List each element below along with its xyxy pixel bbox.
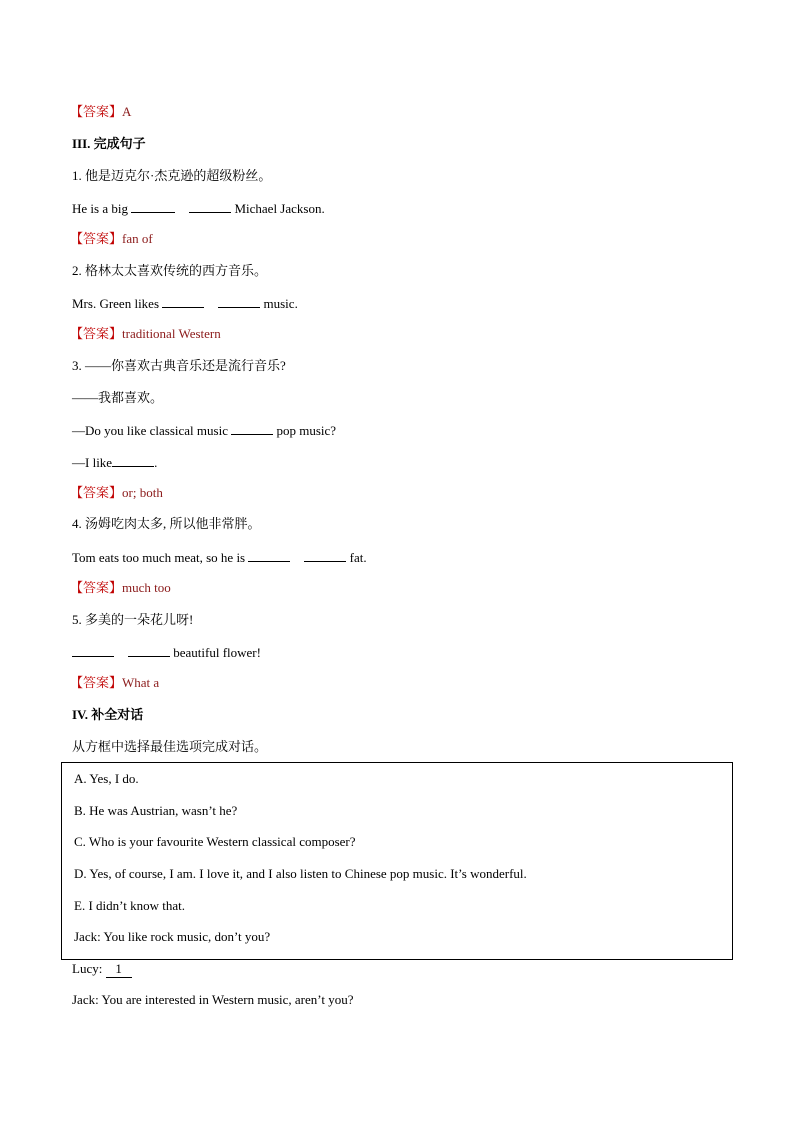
section-4-instruction: 从方框中选择最佳选项完成对话。 xyxy=(72,739,268,754)
answer-value: fan of xyxy=(122,231,153,246)
q2-chinese: 2. 格林太太喜欢传统的西方音乐。 xyxy=(72,263,268,278)
q2-text-after: music. xyxy=(260,296,298,311)
q4-blank-2[interactable] xyxy=(304,549,346,562)
answer-value: or; both xyxy=(122,485,163,500)
q3-blank-2[interactable] xyxy=(112,454,154,467)
q3-text-after-2: . xyxy=(154,455,158,470)
dialogue-jack-1: Jack: You like rock music, don’t you? xyxy=(74,929,271,944)
q4-text-after: fat. xyxy=(346,550,367,565)
q5-text-after: beautiful flower! xyxy=(170,645,261,660)
q3-text-before-2: —I like xyxy=(72,455,113,470)
q3-text-after: pop music? xyxy=(273,423,337,438)
q2-blank-1[interactable] xyxy=(162,295,204,308)
answer-label: 【答案】 xyxy=(70,326,123,341)
q2-english xyxy=(72,295,298,312)
option-c: C. Who is your favourite Western classical composer? xyxy=(74,834,356,849)
lucy-label: Lucy: xyxy=(72,961,106,976)
q3-chinese-2: ——我都喜欢。 xyxy=(72,390,164,405)
lucy-blank-1[interactable]: 1 xyxy=(106,961,132,978)
answer-value: What a xyxy=(122,675,160,690)
dialogue-jack-2: Jack: You are interested in Western music, aren’t you? xyxy=(72,992,354,1007)
q2-blank-2[interactable] xyxy=(218,295,260,308)
q3-chinese-1: 3. ——你喜欢古典音乐还是流行音乐? xyxy=(72,358,286,373)
answer-label: 【答案】 xyxy=(70,675,123,690)
answer-line-2 xyxy=(70,326,221,342)
q1-text-after: Michael Jackson. xyxy=(231,201,325,216)
section-4-title: IV. 补全对话 xyxy=(72,707,144,722)
q1-blank-2[interactable] xyxy=(189,200,231,213)
dialogue-lucy-1 xyxy=(72,961,132,978)
q1-text-before: He is a big xyxy=(72,201,132,216)
answer-line-1 xyxy=(70,231,153,247)
option-d: D. Yes, of course, I am. I love it, and I also listen to Chinese pop music. It’s wonderful. xyxy=(74,866,527,881)
q3-english-2 xyxy=(72,454,157,471)
answer-label: 【答案】 xyxy=(70,104,123,119)
q2-text-before: Mrs. Green likes xyxy=(72,296,163,311)
option-a: A. Yes, I do. xyxy=(74,771,139,786)
section-3-title: III. 完成句子 xyxy=(72,136,146,151)
q5-chinese: 5. 多美的一朵花儿呀! xyxy=(72,612,194,627)
q4-english xyxy=(72,549,367,566)
answer-line-4 xyxy=(70,580,171,596)
q4-text-before: Tom eats too much meat, so he is xyxy=(72,550,249,565)
q3-text-before: —Do you like classical music xyxy=(72,423,232,438)
answer-line-0 xyxy=(70,104,131,120)
q3-english-1 xyxy=(72,422,336,439)
q4-blank-1[interactable] xyxy=(248,549,290,562)
answer-value: A xyxy=(122,104,132,119)
answer-label: 【答案】 xyxy=(70,231,123,246)
answer-label: 【答案】 xyxy=(70,485,123,500)
answer-line-5 xyxy=(70,675,159,691)
q1-english xyxy=(72,200,325,217)
q4-chinese: 4. 汤姆吃肉太多, 所以他非常胖。 xyxy=(72,516,261,531)
q5-blank-1[interactable] xyxy=(72,644,114,657)
q1-blank-1[interactable] xyxy=(131,200,175,213)
answer-line-3 xyxy=(70,485,163,501)
q5-english xyxy=(72,644,261,661)
q1-chinese: 1. 他是迈克尔·杰克逊的超级粉丝。 xyxy=(72,168,272,183)
answer-value: traditional Western xyxy=(122,326,221,341)
q3-blank-1[interactable] xyxy=(231,422,273,435)
q5-blank-2[interactable] xyxy=(128,644,170,657)
option-e: E. I didn’t know that. xyxy=(74,898,185,913)
answer-value: much too xyxy=(122,580,171,595)
option-b: B. He was Austrian, wasn’t he? xyxy=(74,803,238,818)
answer-label: 【答案】 xyxy=(70,580,123,595)
options-box xyxy=(61,762,733,960)
